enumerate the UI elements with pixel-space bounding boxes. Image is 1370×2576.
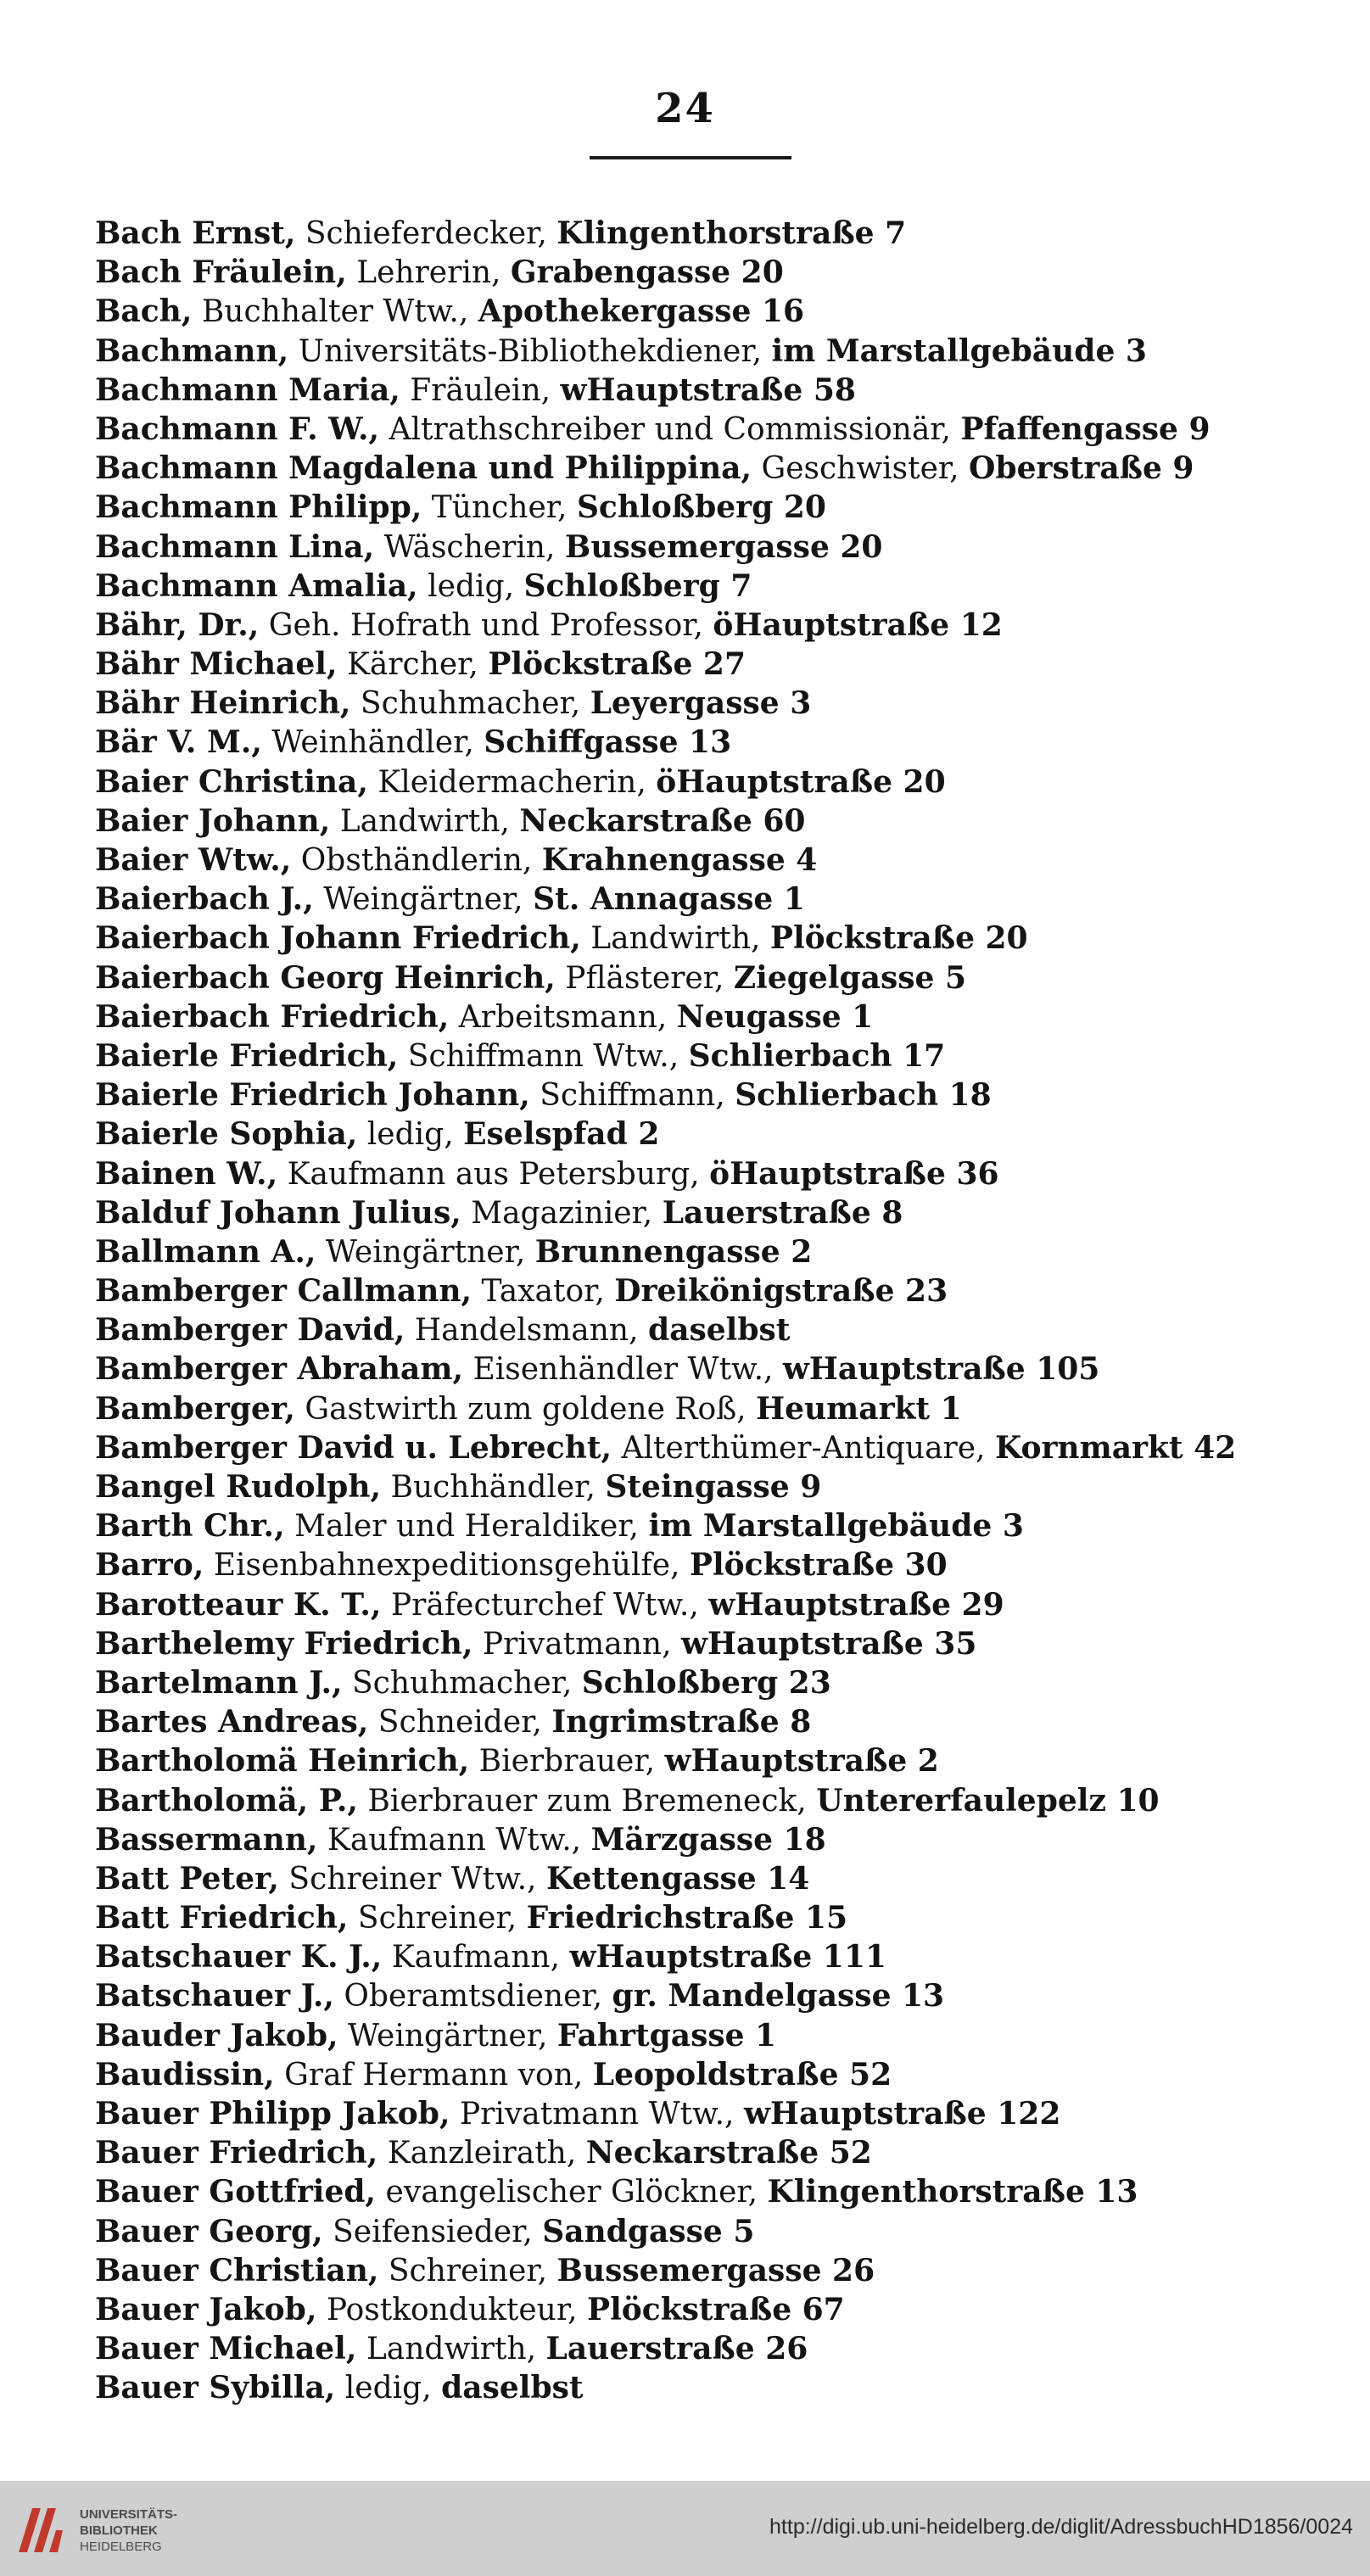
institution-line: HEIDELBERG	[80, 2540, 162, 2554]
entry-address: im Marstallgebäude 3	[771, 332, 1147, 369]
entry-name: Bachmann Philipp,	[95, 489, 422, 526]
entry-occupation: Weinhändler,	[271, 725, 474, 761]
directory-entry	[95, 1781, 1325, 1820]
entry-occupation: Kanzleirath,	[387, 2136, 577, 2171]
entry-name: Baierbach Georg Heinrich,	[95, 959, 556, 996]
directory-entry	[95, 2290, 1325, 2329]
entry-occupation: Bierbrauer,	[478, 1744, 656, 1780]
entry-occupation: Kaufmann Wtw.,	[327, 1822, 582, 1858]
entry-occupation: Schiffmann Wtw.,	[407, 1038, 679, 1074]
entry-occupation: Fräulein,	[410, 372, 551, 408]
entry-address: öHauptstraße 20	[656, 763, 946, 800]
entry-name: Bähr, Dr.,	[95, 606, 260, 643]
entry-occupation: Taxator,	[481, 1274, 605, 1310]
directory-entry	[95, 214, 1325, 253]
entry-occupation: Seifensieder,	[333, 2214, 533, 2249]
entry-occupation: Graf Hermann von,	[284, 2057, 584, 2093]
directory-entry	[95, 2055, 1325, 2094]
entry-occupation: Oberamtsdiener,	[344, 1979, 603, 2014]
entry-address: Leyergasse 3	[590, 685, 812, 722]
entry-address: öHauptstraße 12	[713, 606, 1003, 643]
entry-occupation: Universitäts-Bibliothekdiener,	[298, 333, 763, 369]
entry-address: wHauptstraße 111	[569, 1939, 886, 1975]
directory-entry	[95, 763, 1325, 802]
entry-occupation: Handelsmann,	[414, 1313, 639, 1349]
entry-occupation: Maler und Heraldiker,	[294, 1509, 639, 1545]
entry-name: Bamberger Callmann,	[95, 1273, 473, 1310]
entry-address: Schlierbach 18	[735, 1077, 992, 1114]
entry-address: Ziegelgasse 5	[733, 959, 966, 996]
directory-entry	[95, 253, 1325, 292]
entry-address: Oberstraße 9	[969, 450, 1194, 487]
entry-name: Batschauer J.,	[95, 1978, 334, 2014]
entry-occupation: Schreiner Wtw.,	[288, 1861, 537, 1897]
entry-address: Schiffgasse 13	[484, 724, 732, 761]
entry-name: Barth Chr.,	[95, 1508, 285, 1545]
directory-entry	[95, 371, 1325, 410]
directory-entry	[95, 645, 1325, 684]
entry-occupation: Weingärtner,	[347, 2018, 548, 2054]
entry-address: wHauptstraße 2	[664, 1743, 939, 1780]
directory-entry	[95, 1349, 1325, 1389]
entry-name: Bauer Michael,	[95, 2331, 357, 2367]
entry-name: Batt Friedrich,	[95, 1900, 349, 1936]
entry-occupation: Privatmann Wtw.,	[459, 2097, 735, 2132]
entry-address: Pfaffengasse 9	[960, 411, 1211, 447]
directory-entry	[95, 1820, 1325, 1859]
entry-occupation: Präfecturchef Wtw.,	[390, 1587, 699, 1623]
entry-name: Bachmann Magdalena und Philippina,	[95, 450, 752, 487]
entry-address: wHauptstraße 58	[560, 372, 856, 408]
entry-occupation: Buchhändler,	[390, 1470, 596, 1505]
entry-address: Neckarstraße 52	[585, 2135, 872, 2171]
directory-entry	[95, 488, 1325, 527]
entry-address: Steingasse 9	[605, 1469, 822, 1505]
entry-occupation: ledig,	[366, 1117, 454, 1153]
entry-address: Ingrimstraße 8	[551, 1704, 812, 1741]
entry-name: Bach Ernst,	[95, 215, 296, 251]
directory-entry	[95, 1232, 1325, 1271]
entry-occupation: Landwirth,	[366, 2332, 537, 2367]
entry-name: Bamberger David,	[95, 1312, 405, 1349]
entry-address: Leopoldstraße 52	[592, 2056, 892, 2093]
directory-entry	[95, 1545, 1325, 1584]
entry-name: Bär V. M.,	[95, 724, 262, 761]
institution-line: UNIVERSITÄTS-	[80, 2507, 178, 2522]
entry-name: Bamberger David u. Lebrecht,	[95, 1429, 612, 1466]
entry-address: Klingenthorstraße 13	[767, 2174, 1138, 2210]
entry-address: Eselspfad 2	[463, 1116, 660, 1153]
entry-address: Bussemergasse 26	[556, 2252, 875, 2288]
entry-name: Bach Fräulein,	[95, 254, 347, 291]
entry-address: Heumarkt 1	[756, 1390, 962, 1427]
directory-entry	[95, 1585, 1325, 1624]
entry-address: öHauptstraße 36	[709, 1155, 999, 1192]
entry-occupation: Schuhmacher,	[352, 1665, 573, 1701]
entry-name: Bachmann Amalia,	[95, 567, 418, 604]
directory-entry	[95, 1154, 1325, 1193]
entry-name: Barro,	[95, 1547, 204, 1584]
entry-name: Baierle Friedrich Johann,	[95, 1077, 530, 1114]
directory-entry	[95, 449, 1325, 488]
directory-entry	[95, 2016, 1325, 2055]
entry-name: Baierle Sophia,	[95, 1116, 358, 1153]
source-url[interactable]: http://digi.ub.uni-heidelberg.de/diglit/AdressbuchHD1856/0024	[769, 2515, 1353, 2539]
entry-name: Bauder Jakob,	[95, 2017, 338, 2054]
directory-entry	[95, 802, 1325, 841]
entry-name: Ballmann A.,	[95, 1233, 316, 1270]
library-logo-icon[interactable]	[12, 2500, 71, 2559]
entry-address: Neckarstraße 60	[519, 802, 806, 839]
directory-entry	[95, 2094, 1325, 2133]
entry-address: Friedrichstraße 15	[526, 1900, 848, 1936]
entry-name: Baudissin,	[95, 2056, 275, 2093]
entry-address: Lauerstraße 26	[545, 2331, 808, 2367]
entry-address: Dreikönigstraße 23	[614, 1273, 948, 1310]
directory-entry	[95, 2251, 1325, 2290]
entry-name: Bauer Georg,	[95, 2213, 323, 2249]
entry-address: Apothekergasse 16	[478, 293, 804, 330]
entry-name: Bähr Heinrich,	[95, 685, 351, 722]
entry-address: Plöckstraße 67	[587, 2291, 845, 2327]
entry-name: Barotteaur K. T.,	[95, 1586, 382, 1623]
directory-entry	[95, 1428, 1325, 1467]
header-rule	[590, 156, 791, 159]
entry-occupation: Obsthändlerin,	[300, 843, 533, 878]
directory-entries	[95, 214, 1325, 2408]
entry-name: Bartes Andreas,	[95, 1704, 369, 1741]
directory-entry	[95, 1702, 1325, 1741]
entry-name: Balduf Johann Julius,	[95, 1194, 461, 1231]
directory-entry	[95, 1506, 1325, 1545]
directory-entry	[95, 2212, 1325, 2251]
entry-occupation: Landwirth,	[590, 921, 761, 957]
entry-occupation: Schiffmann,	[540, 1078, 725, 1114]
entry-occupation: Alterthümer-Antiquare,	[621, 1430, 986, 1466]
entry-name: Bauer Christian,	[95, 2252, 379, 2288]
entry-name: Bangel Rudolph,	[95, 1469, 382, 1505]
directory-entry	[95, 1976, 1325, 2015]
entry-address: gr. Mandelgasse 13	[612, 1978, 945, 2014]
entry-occupation: Schreiner,	[357, 1901, 517, 1936]
entry-name: Bauer Jakob,	[95, 2291, 317, 2327]
entry-address: Lauerstraße 8	[662, 1194, 903, 1231]
entry-name: Batt Peter,	[95, 1860, 279, 1897]
directory-entry	[95, 1389, 1325, 1428]
entry-address: Sandgasse 5	[542, 2213, 755, 2249]
directory-entry	[95, 1898, 1325, 1937]
directory-entry	[95, 1937, 1325, 1976]
entry-occupation: Geh. Hofrath und Professor,	[268, 607, 703, 643]
entry-address: Plöckstraße 27	[488, 646, 747, 683]
entry-name: Bassermann,	[95, 1821, 318, 1858]
entry-address: St. Annagasse 1	[533, 881, 805, 918]
entry-address: Grabengasse 20	[510, 254, 784, 291]
entry-occupation: ledig,	[344, 2371, 432, 2406]
entry-occupation: Postkondukteur,	[326, 2292, 578, 2327]
directory-entry	[95, 958, 1325, 997]
entry-occupation: Arbeitsmann,	[458, 999, 668, 1035]
entry-name: Bachmann Lina,	[95, 528, 375, 565]
entry-occupation: Weingärtner,	[325, 1234, 526, 1270]
entry-address: Schloßberg 7	[523, 567, 752, 604]
entry-name: Bach,	[95, 293, 193, 330]
entry-name: Bachmann Maria,	[95, 372, 400, 408]
directory-entry	[95, 2368, 1325, 2407]
directory-entry	[95, 684, 1325, 723]
entry-occupation: Kaufmann,	[391, 1940, 561, 1975]
entry-address: Klingenthorstraße 7	[556, 215, 907, 251]
entry-address: wHauptstraße 122	[743, 2096, 1061, 2132]
entry-occupation: Magazinier,	[471, 1195, 653, 1231]
directory-entry	[95, 841, 1325, 880]
entry-name: Bauer Philipp Jakob,	[95, 2096, 450, 2132]
entry-name: Bachmann,	[95, 332, 289, 369]
directory-entry	[95, 1859, 1325, 1898]
viewer-footer	[0, 2481, 1370, 2576]
entry-name: Baierbach Johann Friedrich,	[95, 920, 581, 957]
page-number: 24	[655, 85, 715, 132]
entry-name: Bauer Gottfried,	[95, 2174, 377, 2210]
directory-entry	[95, 1037, 1325, 1076]
directory-entry	[95, 1310, 1325, 1349]
institution-name[interactable]	[80, 2506, 177, 2555]
directory-entry	[95, 1193, 1325, 1232]
directory-entry	[95, 2133, 1325, 2172]
entry-occupation: Buchhalter Wtw.,	[201, 294, 469, 330]
entry-occupation: Eisenhändler Wtw.,	[473, 1352, 774, 1388]
entry-occupation: Lehrerin,	[356, 255, 501, 291]
entry-address: Kornmarkt 42	[994, 1429, 1237, 1466]
entry-occupation: Pflästerer,	[565, 960, 724, 996]
entry-occupation: Bierbrauer zum Bremeneck,	[367, 1783, 807, 1819]
entry-address: Schloßberg 20	[576, 489, 826, 526]
directory-entry	[95, 880, 1325, 919]
directory-entry	[95, 606, 1325, 645]
directory-entry	[95, 292, 1325, 331]
entry-name: Baier Wtw.,	[95, 842, 292, 878]
entry-address: Brunnengasse 2	[534, 1233, 813, 1270]
directory-entry	[95, 410, 1325, 449]
entry-address: im Marstallgebäude 3	[648, 1508, 1024, 1545]
directory-entry	[95, 1467, 1325, 1506]
directory-entry	[95, 997, 1325, 1037]
entry-occupation: Kaufmann aus Petersburg,	[287, 1156, 700, 1192]
entry-name: Bartelmann J.,	[95, 1664, 343, 1701]
directory-entry	[95, 1624, 1325, 1663]
institution-line: BIBLIOTHEK	[80, 2523, 158, 2538]
entry-occupation: Privatmann,	[482, 1626, 672, 1662]
entry-address: daselbst	[648, 1312, 791, 1349]
entry-address: Kettengasse 14	[545, 1860, 810, 1897]
entry-address: wHauptstraße 105	[782, 1351, 1100, 1388]
entry-address: Plöckstraße 20	[769, 920, 1028, 957]
directory-entry	[95, 1076, 1325, 1115]
entry-address: wHauptstraße 35	[681, 1625, 977, 1662]
entry-address: Untererfaulepelz 10	[816, 1782, 1160, 1819]
directory-entry	[95, 2329, 1325, 2368]
entry-name: Batschauer K. J.,	[95, 1939, 383, 1975]
directory-entry	[95, 332, 1325, 371]
directory-entry	[95, 723, 1325, 762]
directory-entry	[95, 1663, 1325, 1702]
entry-occupation: Schieferdecker,	[305, 216, 547, 251]
directory-entry	[95, 1115, 1325, 1154]
entry-occupation: Landwirth,	[339, 803, 510, 839]
entry-name: Bartholomä, P.,	[95, 1782, 358, 1819]
directory-entry	[95, 567, 1325, 606]
entry-occupation: Altrathschreiber und Commissionär,	[389, 411, 952, 447]
entry-occupation: Schreiner,	[388, 2253, 548, 2288]
entry-name: Bähr Michael,	[95, 646, 338, 683]
entry-address: wHauptstraße 29	[708, 1586, 1004, 1623]
directory-entry	[95, 1271, 1325, 1310]
entry-occupation: Kärcher,	[346, 647, 478, 683]
entry-name: Bauer Sybilla,	[95, 2370, 336, 2406]
entry-name: Baierbach Friedrich,	[95, 998, 450, 1035]
entry-name: Bauer Friedrich,	[95, 2135, 378, 2171]
directory-entry	[95, 1741, 1325, 1780]
entry-address: Schlierbach 17	[688, 1037, 946, 1074]
entry-name: Bamberger,	[95, 1390, 295, 1427]
entry-address: Märzgasse 18	[590, 1821, 826, 1858]
directory-entry	[95, 528, 1325, 567]
entry-occupation: Weingärtner,	[323, 882, 523, 918]
entry-address: Plöckstraße 30	[689, 1547, 948, 1584]
entry-occupation: Geschwister,	[761, 451, 959, 487]
entry-name: Bachmann F. W.,	[95, 411, 380, 447]
entry-name: Baier Christina,	[95, 763, 368, 800]
entry-address: Schloßberg 23	[581, 1664, 831, 1701]
entry-occupation: ledig,	[428, 568, 515, 604]
entry-name: Baierbach J.,	[95, 881, 314, 918]
entry-occupation: Kleidermacherin,	[377, 764, 646, 800]
entry-address: Bussemergasse 20	[564, 528, 883, 565]
entry-name: Baierle Friedrich,	[95, 1037, 399, 1074]
entry-occupation: Schneider,	[377, 1705, 542, 1741]
entry-occupation: Wäscherin,	[383, 529, 556, 565]
entry-name: Barthelemy Friedrich,	[95, 1625, 473, 1662]
entry-address: Neugasse 1	[676, 998, 874, 1035]
entry-occupation: evangelischer Glöckner,	[385, 2175, 758, 2210]
directory-entry	[95, 919, 1325, 958]
entry-name: Bamberger Abraham,	[95, 1351, 463, 1388]
entry-name: Bainen W.,	[95, 1155, 278, 1192]
directory-entry	[95, 2172, 1325, 2211]
entry-address: Fahrtgasse 1	[556, 2017, 777, 2054]
entry-name: Baier Johann,	[95, 802, 331, 839]
entry-occupation: Schuhmacher,	[360, 686, 581, 722]
entry-occupation: Tüncher,	[431, 490, 568, 526]
entry-name: Bartholomä Heinrich,	[95, 1743, 470, 1780]
entry-address: daselbst	[441, 2370, 584, 2406]
entry-occupation: Gastwirth zum goldene Roß,	[305, 1391, 747, 1427]
entry-address: Krahnengasse 4	[541, 842, 818, 878]
entry-occupation: Eisenbahnexpeditionsgehülfe,	[213, 1548, 680, 1584]
